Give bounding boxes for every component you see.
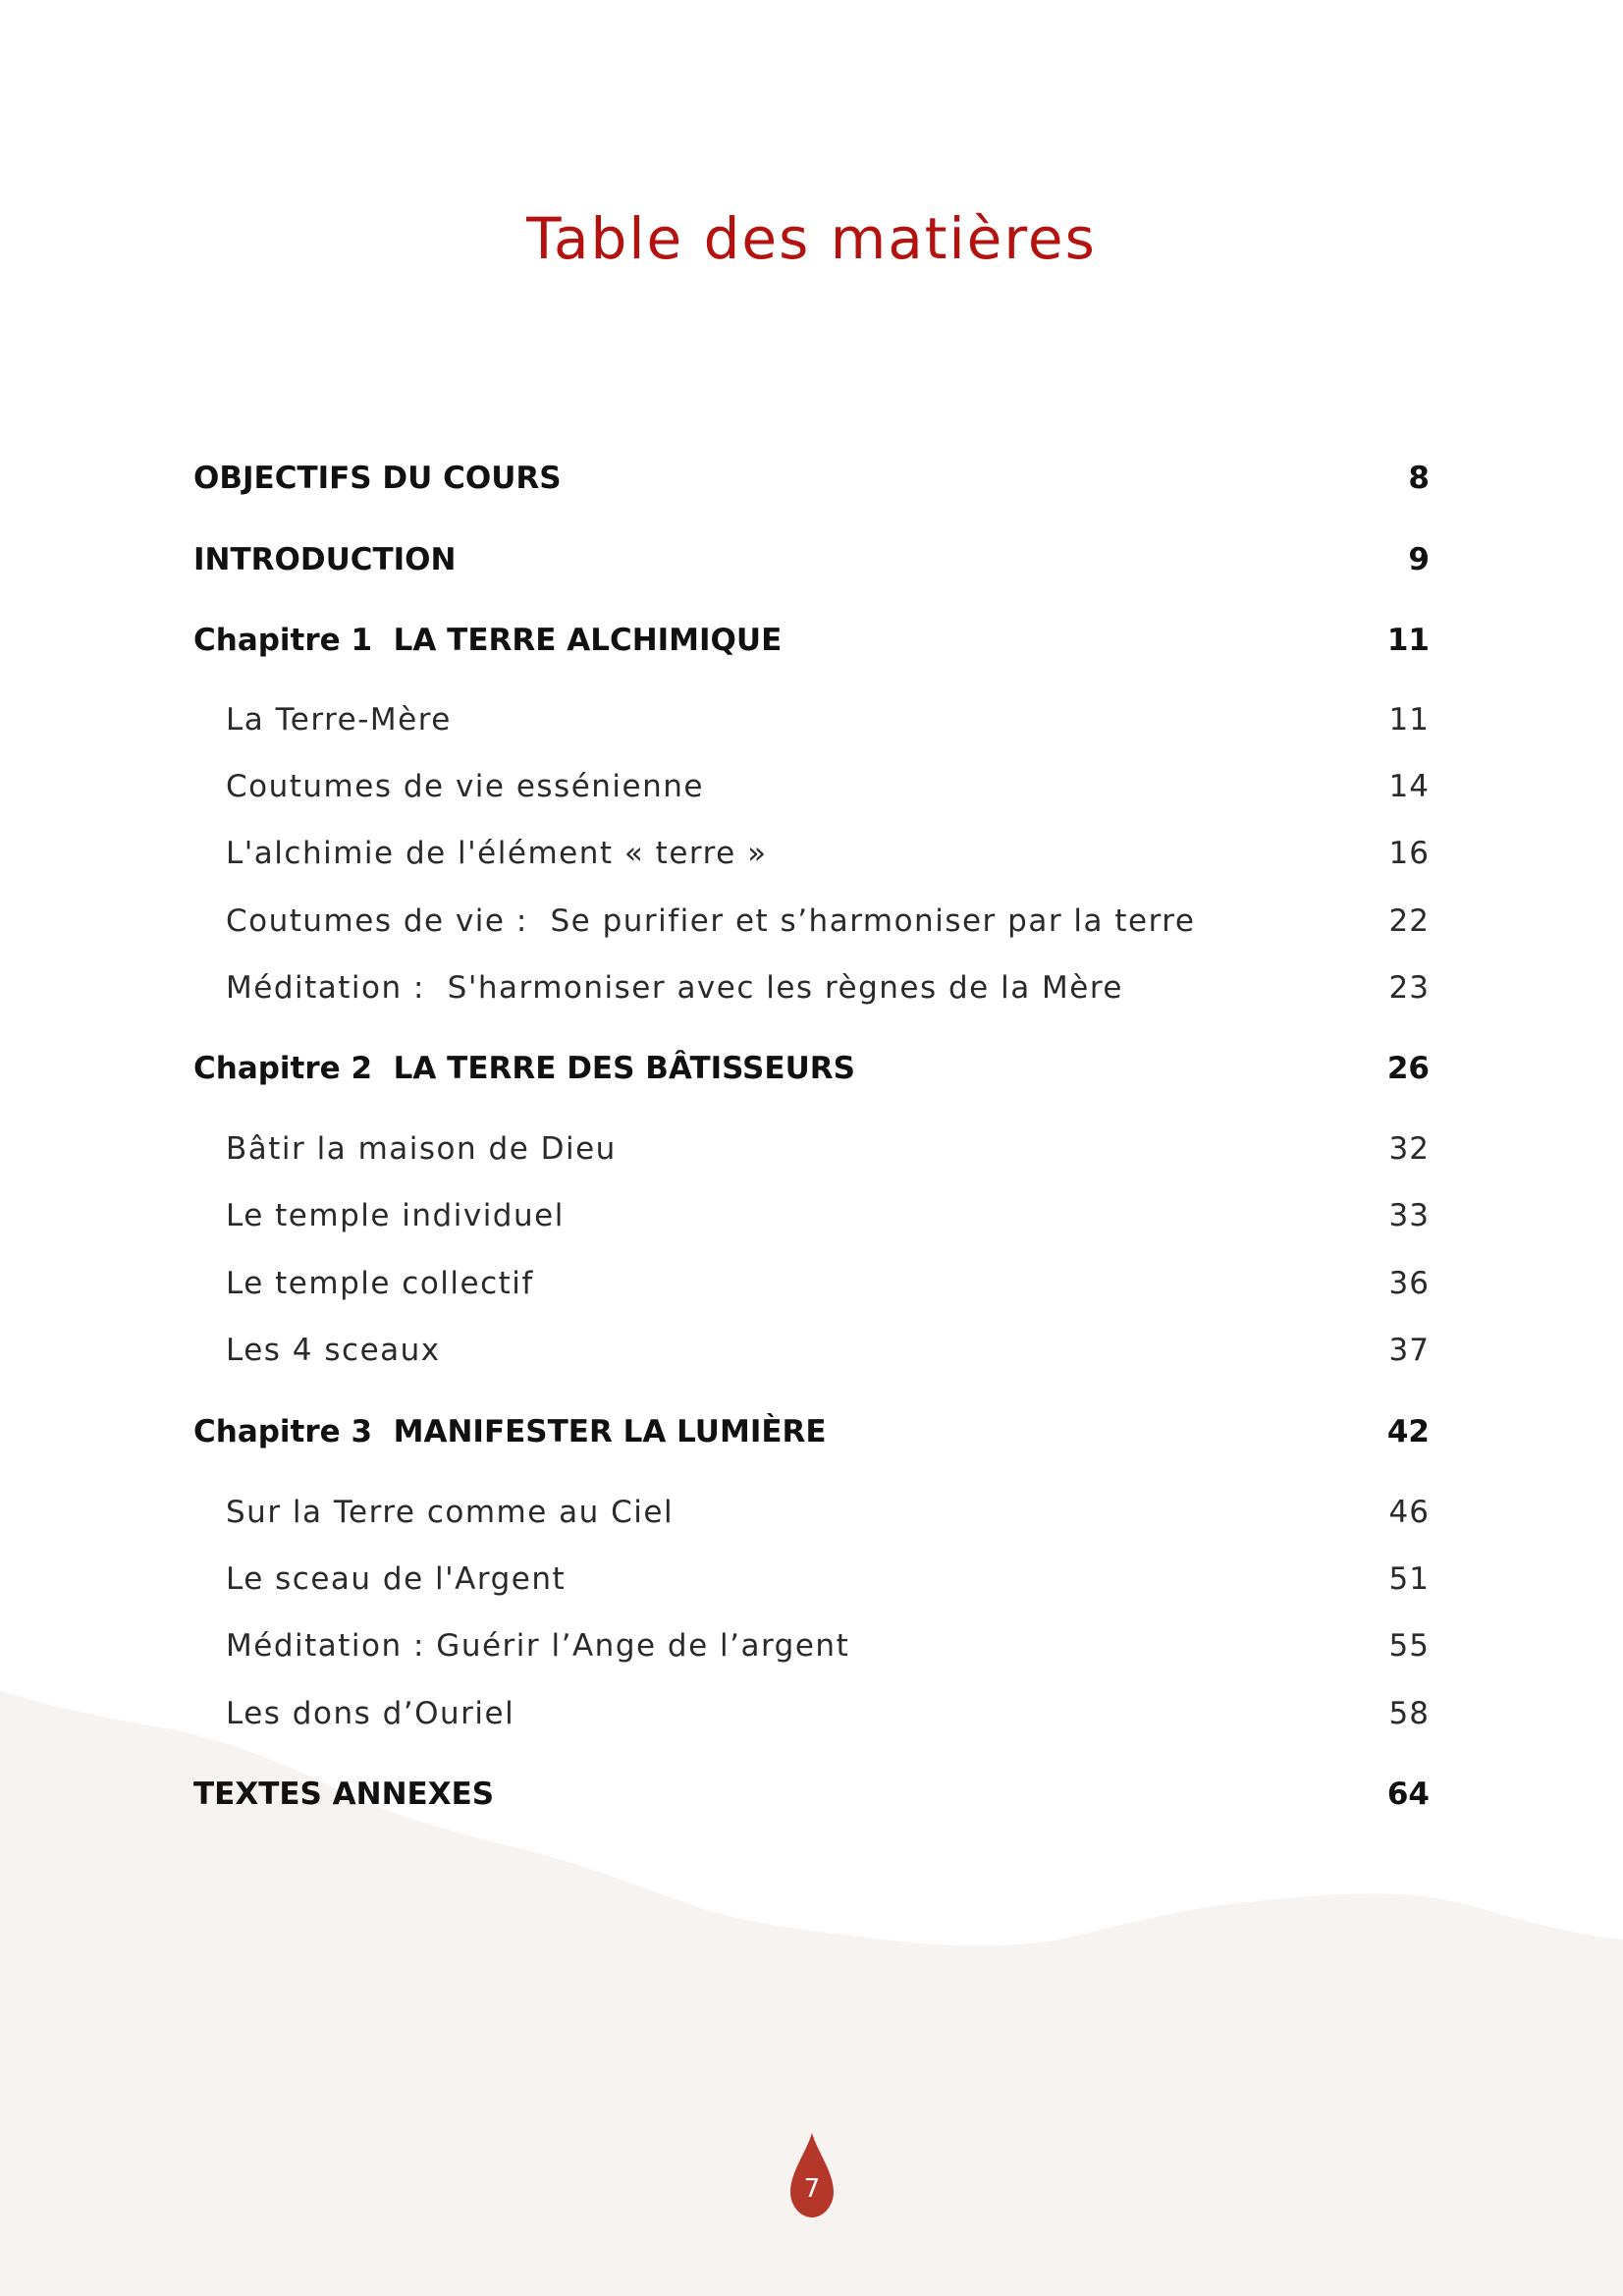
toc-entry-page: 16 [1388, 836, 1430, 871]
toc-entry-label: Coutumes de vie essénienne [226, 769, 704, 804]
toc-entry-label: Bâtir la maison de Dieu [226, 1131, 617, 1167]
toc-entry-page: 58 [1388, 1696, 1430, 1731]
toc-entry-page: 37 [1388, 1333, 1430, 1368]
toc-entry-page: 46 [1388, 1495, 1430, 1530]
toc-entry-page: 33 [1388, 1198, 1430, 1233]
toc-entry-page: 32 [1388, 1131, 1430, 1167]
toc-section-row[interactable] [193, 695, 1430, 744]
toc-entry-page: 9 [1408, 542, 1430, 577]
toc-section-row[interactable] [193, 1191, 1430, 1240]
page-number-badge [788, 2131, 836, 2219]
toc-entry-label: Les 4 sceaux [226, 1333, 441, 1368]
toc-entry-label: Sur la Terre comme au Ciel [226, 1495, 675, 1530]
toc-chapter-row[interactable] [193, 1770, 1430, 1819]
toc-entry-label: L'alchimie de l'élément « terre » [226, 836, 768, 871]
toc-section-row[interactable] [193, 1259, 1430, 1308]
toc-entry-label: Chapitre 2 LA TERRE DES BÂTISSEURS [193, 1051, 855, 1086]
toc-chapter-row[interactable] [193, 1044, 1430, 1093]
toc-entry-label: Le temple collectif [226, 1266, 534, 1301]
toc-entry-label: Le temple individuel [226, 1198, 565, 1233]
toc-section-row[interactable] [193, 829, 1430, 878]
toc-chapter-row[interactable] [193, 616, 1430, 665]
toc-section-row[interactable] [193, 762, 1430, 811]
toc-entry-page: 8 [1408, 461, 1430, 496]
toc-entry-page: 36 [1388, 1266, 1430, 1301]
toc-entry-label: Les dons d’Ouriel [226, 1696, 515, 1731]
toc-entry-label: Méditation : Guérir l’Ange de l’argent [226, 1628, 850, 1664]
toc-entry-page: 26 [1386, 1051, 1430, 1086]
toc-entry-page: 14 [1388, 769, 1430, 804]
toc-section-row[interactable] [193, 1689, 1430, 1738]
toc-entry-label: La Terre-Mère [226, 702, 452, 738]
page-number: 7 [803, 2174, 821, 2204]
toc-entry-label: Chapitre 1 LA TERRE ALCHIMIQUE [193, 623, 783, 658]
toc-section-row[interactable] [193, 963, 1430, 1012]
toc-entry-page: 64 [1386, 1777, 1430, 1812]
toc-entry-page: 42 [1386, 1414, 1430, 1449]
toc-entry-page: 23 [1388, 970, 1430, 1006]
toc-section-row[interactable] [193, 1488, 1430, 1537]
toc-section-row[interactable] [193, 1555, 1430, 1604]
toc-entry-label: INTRODUCTION [193, 542, 457, 577]
toc-entry-label: Chapitre 3 MANIFESTER LA LUMIÈRE [193, 1414, 827, 1449]
toc-entry-page: 22 [1388, 903, 1430, 939]
toc-chapter-row[interactable] [193, 535, 1430, 584]
toc-chapter-row[interactable] [193, 454, 1430, 503]
toc-section-row[interactable] [193, 897, 1430, 946]
toc-entry-label: TEXTES ANNEXES [193, 1777, 495, 1812]
toc-section-row[interactable] [193, 1621, 1430, 1670]
toc-entry-label: Méditation : S'harmoniser avec les règnes de la Mère [226, 970, 1124, 1006]
toc-entry-page: 11 [1386, 623, 1430, 658]
toc-entry-label: OBJECTIFS DU COURS [193, 461, 562, 496]
toc-entry-label: Le sceau de l'Argent [226, 1561, 567, 1597]
toc-entry-page: 11 [1388, 702, 1430, 738]
toc-chapter-row[interactable] [193, 1407, 1430, 1456]
toc-entry-label: Coutumes de vie : Se purifier et s’harmoniser par la terre [226, 903, 1196, 939]
toc-section-row[interactable] [193, 1326, 1430, 1375]
toc-entry-page: 51 [1388, 1561, 1430, 1597]
page-title: Table des matières [526, 205, 1097, 272]
toc-entry-page: 55 [1388, 1628, 1430, 1664]
toc-section-row[interactable] [193, 1124, 1430, 1174]
